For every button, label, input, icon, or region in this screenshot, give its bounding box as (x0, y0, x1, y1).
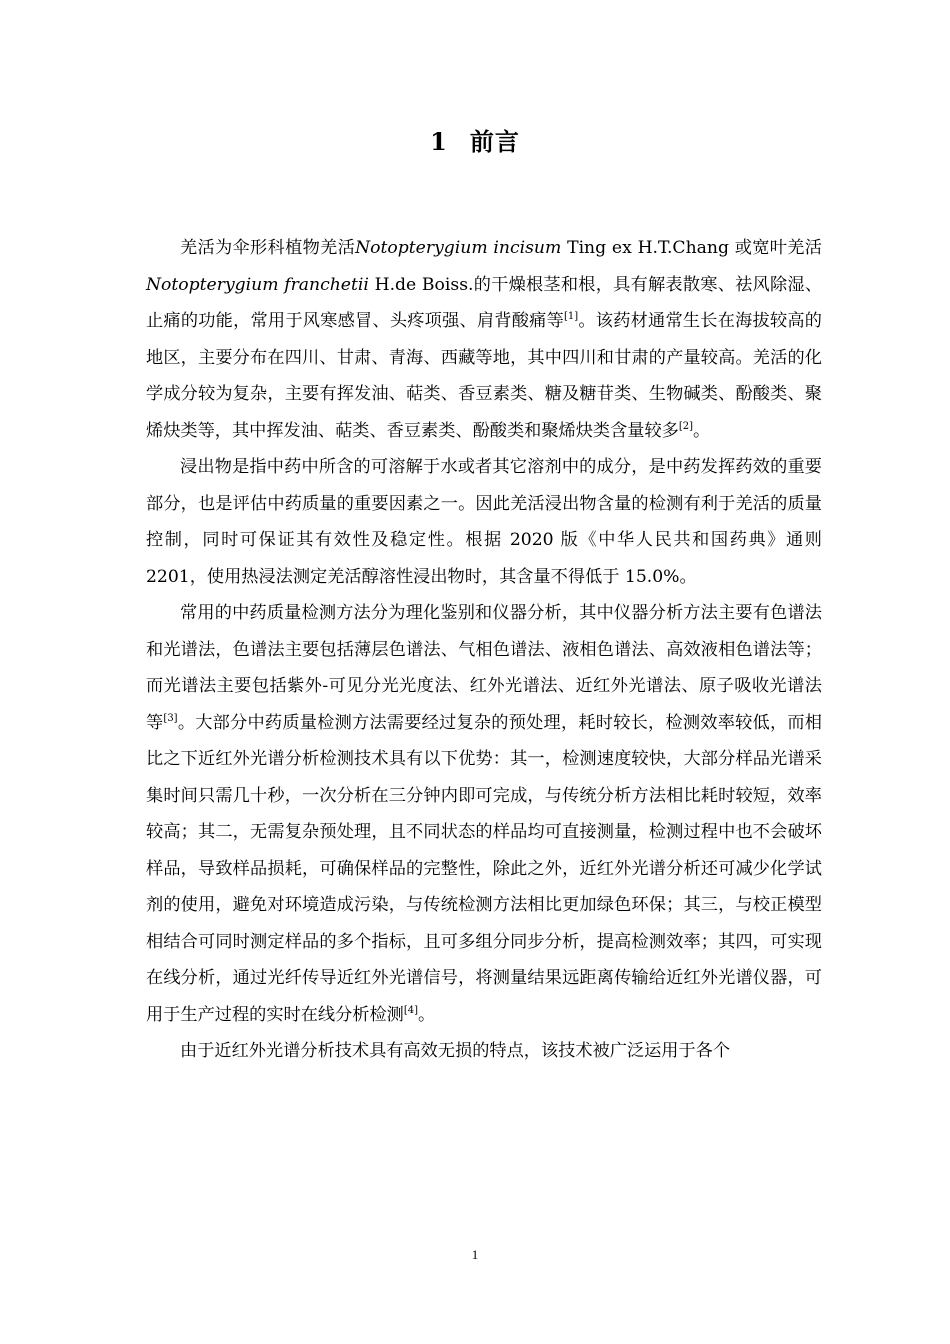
citation-ref: [1] (563, 311, 579, 322)
page-number: 1 (471, 1247, 479, 1262)
text-run: 常用的中药质量检测方法分为理化鉴别和仪器分析，其中仪器分析方法主要有色谱法和光谱法，色谱法主要包括薄层色谱法、气相色谱法、液相色谱法、高效液相色谱法等；而光谱法主要包括紫外-可见分光光度法、红外光谱法、近红外光谱法、原子吸收光谱法等 (146, 603, 822, 733)
text-run: 。该药材通常生长在海拔较高的地区，主要分布在四川、甘肃、青海、西藏等地，其中四川和甘肃的产量较高。羌活的化学成分较为复杂，主要有挥发油、萜类、香豆素类、糖及糖苷类、生物碱类、酚酸类、聚烯炔类等，其中挥发油、萜类、香豆素类、酚酸类和聚烯炔类含量较多 (146, 311, 822, 441)
body-text (146, 230, 822, 1070)
section-heading (0, 126, 950, 158)
species-name: Notopterygium franchetii (146, 274, 369, 295)
species-name: Notopterygium incisum (355, 238, 562, 258)
section-number: 1 (430, 127, 448, 156)
text-run: 。 (693, 420, 711, 441)
text-run: 羌活为伞形科植物羌活 (180, 238, 356, 258)
text-run: 。 (418, 1004, 436, 1025)
citation-ref: [2] (678, 420, 693, 432)
text-run: 。大部分中药质量检测方法需要经过复杂的预处理，耗时较长，检测效率较低，而相比之下近红外光谱分析检测技术具有以下优势：其一，检测速度较快，大部分样品光谱采集时间只需几十秒，一次分析在三分钟内即可完成，与传统分析方法相比耗时较短，效率较高；其二，无需复杂预处理，且不同状态的样品均可直接测量，检测过程中也不会破坏样品，导致样品损耗，可确保样品的完整性，除此之外，近红外光谱分析还可减少化学试剂的使用，避免对环境造成污染，与传统检测方法相比更加绿色环保；其三，与校正模型相结合可同时测定样品的多个指标，且可多组分同步分析，提高检测效率；其四，可实现在线分析，通过光纤传导近红外光谱信号，将测量结果远距离传输给近红外光谱仪器，可用于生产过程的实时在线分析检测 (146, 712, 822, 1025)
citation-ref: [4] (403, 1004, 418, 1016)
text-run: H.de Boiss.的干燥根茎和根，具有解表散寒、祛风除湿、止痛的功能，常用于风寒感冒、头疼项强、肩背酸痛等 (146, 274, 823, 331)
paragraph-3 (146, 595, 822, 1033)
paragraph-1 (146, 230, 822, 449)
section-title: 前言 (469, 127, 520, 156)
paragraph-4: 由于近红外光谱分析技术具有高效无损的特点，该技术被广泛运用于各个 (180, 1041, 731, 1061)
text-run: Ting ex H.T.Chang 或宽叶羌活 (561, 238, 822, 258)
citation-ref: [3] (163, 712, 178, 724)
paragraph-2: 浸出物是指中药中所含的可溶解于水或者其它溶剂中的成分，是中药发挥药效的重要部分，也是评估中药质量的重要因素之一。因此羌活浸出物含量的检测有利于羌活的质量控制，同时可保证其有效性及稳定性。根据 2020 版《中华人民共和国药典》通则 2201，使用热浸法测定羌活醇溶性浸出物时，其含量不得低于 15.0%。 (146, 457, 822, 587)
